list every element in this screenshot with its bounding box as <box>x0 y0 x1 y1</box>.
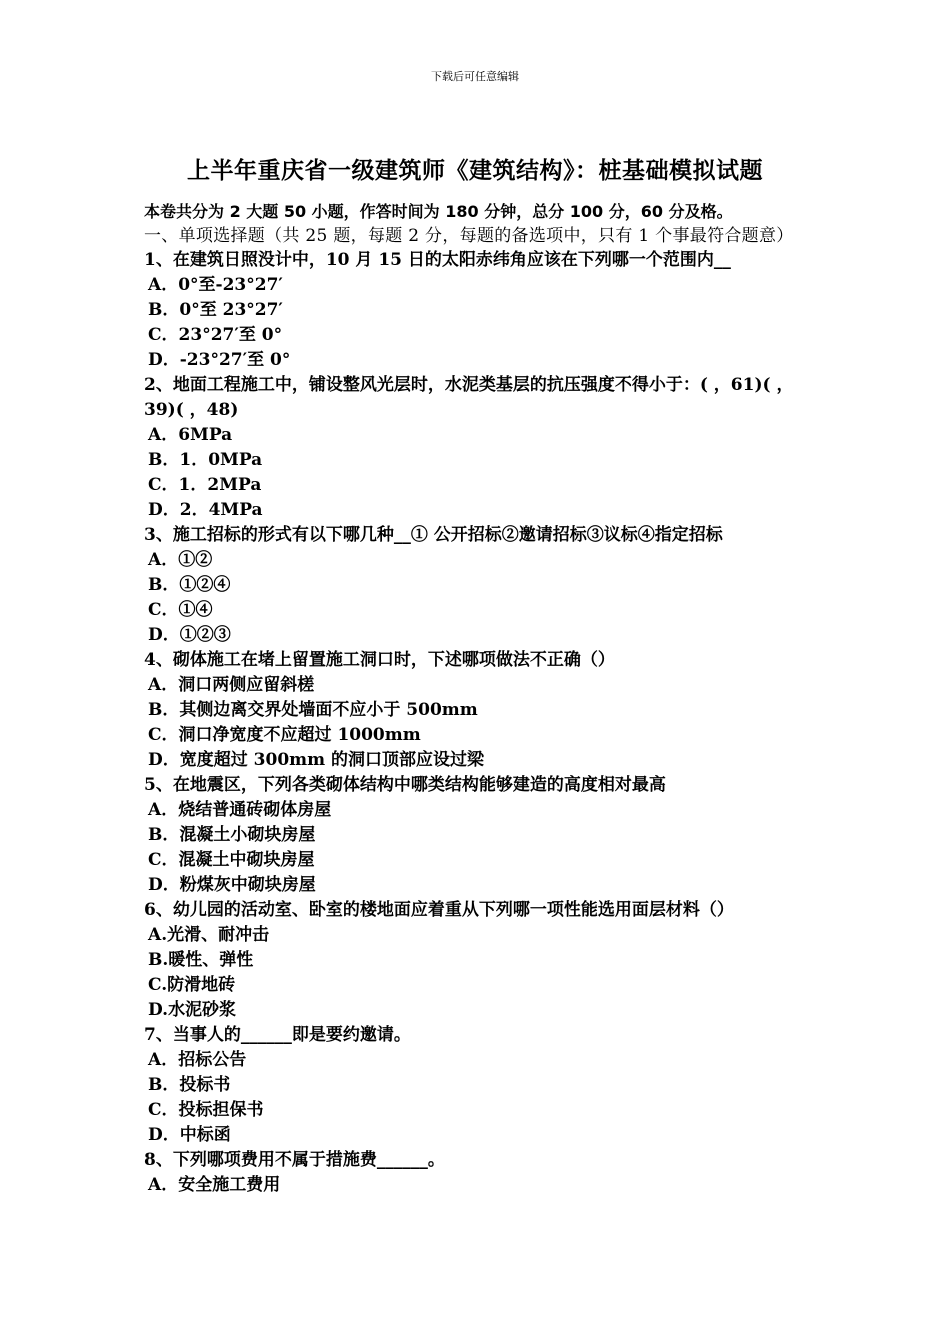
option-letter: C. <box>148 975 168 995</box>
question-text: 2、地面工程施工中，铺设整风光层时，水泥类基层的抗压强度不得小于：( ，61)( ，39)( ，48) <box>144 375 794 420</box>
option-letter: D． <box>148 750 180 770</box>
question-text: 1、在建筑日照没计中，10 月 15 日的太阳赤纬角应该在下列哪一个范围内__ <box>144 250 731 270</box>
option-text: ①④ <box>178 600 213 620</box>
option-text: 1．2MPa <box>178 475 262 495</box>
option-letter: A． <box>148 1050 179 1070</box>
option-text: 洞口净宽度不应超过 1000mm <box>178 725 421 745</box>
option-text: 烧结普通砖砌体房屋 <box>178 800 332 820</box>
answer-option <box>144 998 824 1023</box>
option-letter: B． <box>148 1075 180 1095</box>
option-text: 0°至-23°27′ <box>178 275 283 295</box>
answer-option <box>144 1073 824 1098</box>
option-letter: D． <box>148 625 180 645</box>
question-item <box>144 898 824 1023</box>
option-text: 其侧边离交界处墙面不应小于 500mm <box>179 700 478 720</box>
answer-option <box>144 1123 824 1148</box>
option-text: 招标公告 <box>178 1050 247 1070</box>
answer-option <box>144 423 824 448</box>
question-item <box>144 373 824 523</box>
question-item <box>144 1023 824 1148</box>
answer-option <box>144 948 824 973</box>
option-letter: B． <box>148 700 180 720</box>
answer-option <box>144 873 824 898</box>
question-text: 8、下列哪项费用不属于措施费______。 <box>144 1150 445 1170</box>
option-text: 水泥砂浆 <box>168 1000 237 1020</box>
answer-option <box>144 1173 824 1198</box>
option-text: 粉煤灰中砌块房屋 <box>179 875 316 895</box>
option-text: 光滑、耐冲击 <box>167 925 270 945</box>
question-text: 4、砌体施工在堵上留置施工洞口时，下述哪项做法不正确（） <box>144 650 615 670</box>
option-text: 宽度超过 300mm 的洞口顶部应设过梁 <box>179 750 485 770</box>
option-letter: B． <box>148 575 180 595</box>
option-letter: A． <box>148 800 179 820</box>
question-text: 6、幼儿园的活动室、卧室的楼地面应着重从下列哪一项性能选用面层材料（） <box>144 900 734 920</box>
option-letter: D． <box>148 350 180 370</box>
answer-option <box>144 1048 824 1073</box>
option-text: 洞口两侧应留斜槎 <box>178 675 315 695</box>
option-text: 安全施工费用 <box>178 1175 281 1195</box>
option-letter: A. <box>148 925 168 945</box>
option-text: ①②③ <box>179 625 231 645</box>
option-text: 中标函 <box>179 1125 231 1145</box>
exam-intro: 本卷共分为 2 大题 50 小题，作答时间为 180 分钟，总分 100 分，60 分及格。 <box>144 202 733 221</box>
option-letter: A． <box>148 675 179 695</box>
answer-option <box>144 273 824 298</box>
option-letter: D． <box>148 875 180 895</box>
option-letter: C． <box>148 850 179 870</box>
question-list <box>144 248 824 1198</box>
option-letter: D. <box>148 1000 169 1020</box>
answer-option <box>144 598 824 623</box>
option-letter: C． <box>148 475 179 495</box>
option-letter: B． <box>148 825 180 845</box>
option-letter: A． <box>148 425 179 445</box>
answer-option <box>144 498 824 523</box>
option-text: 1．0MPa <box>179 450 263 470</box>
option-letter: C． <box>148 325 179 345</box>
answer-option <box>144 448 824 473</box>
option-text: 0°至 23°27′ <box>179 300 283 320</box>
option-text: 防滑地砖 <box>167 975 236 995</box>
answer-option <box>144 573 824 598</box>
option-letter: D． <box>148 500 180 520</box>
option-letter: A． <box>148 1175 179 1195</box>
answer-option <box>144 973 824 998</box>
option-text: 6MPa <box>178 425 233 445</box>
document-body <box>144 200 824 1198</box>
option-letter: D． <box>148 1125 180 1145</box>
question-item <box>144 523 824 648</box>
option-text: 投标书 <box>179 1075 231 1095</box>
option-text: ①② <box>178 550 213 570</box>
option-letter: C． <box>148 725 179 745</box>
option-text: 2．4MPa <box>179 500 263 520</box>
question-text: 3、施工招标的形式有以下哪几种__① 公开招标②邀请招标③议标④指定招标 <box>144 525 723 545</box>
question-item <box>144 248 824 373</box>
option-text: 暖性、弹性 <box>168 950 254 970</box>
option-letter: B． <box>148 450 180 470</box>
answer-option <box>144 1098 824 1123</box>
option-letter: A． <box>148 550 179 570</box>
answer-option <box>144 798 824 823</box>
option-text: -23°27′至 0° <box>179 350 291 370</box>
answer-option <box>144 548 824 573</box>
answer-option <box>144 323 824 348</box>
answer-option <box>144 623 824 648</box>
option-text: 23°27′至 0° <box>178 325 283 345</box>
question-item <box>144 773 824 898</box>
option-text: 投标担保书 <box>178 1100 264 1120</box>
question-text: 7、当事人的______即是要约邀请。 <box>144 1025 411 1045</box>
option-letter: C． <box>148 600 179 620</box>
question-item <box>144 1148 824 1198</box>
answer-option <box>144 923 824 948</box>
answer-option <box>144 348 824 373</box>
answer-option <box>144 848 824 873</box>
question-item <box>144 648 824 773</box>
option-text: 混凝土小砌块房屋 <box>179 825 316 845</box>
answer-option <box>144 723 824 748</box>
answer-option <box>144 748 824 773</box>
option-text: 混凝土中砌块房屋 <box>178 850 315 870</box>
document-title: 上半年重庆省一级建筑师《建筑结构》：桩基础模拟试题 <box>187 158 763 184</box>
header-note: 下载后可任意编辑 <box>431 70 519 83</box>
answer-option <box>144 823 824 848</box>
option-text: ①②④ <box>179 575 231 595</box>
answer-option <box>144 473 824 498</box>
section-heading: 一、单项选择题（共 25 题，每题 2 分，每题的备选项中，只有 1 个事最符合题意） <box>144 226 794 246</box>
option-letter: B． <box>148 300 180 320</box>
option-letter: C． <box>148 1100 179 1120</box>
answer-option <box>144 698 824 723</box>
answer-option <box>144 673 824 698</box>
question-text: 5、在地震区，下列各类砌体结构中哪类结构能够建造的高度相对最高 <box>144 775 666 795</box>
option-letter: A． <box>148 275 179 295</box>
answer-option <box>144 298 824 323</box>
option-letter: B. <box>148 950 169 970</box>
